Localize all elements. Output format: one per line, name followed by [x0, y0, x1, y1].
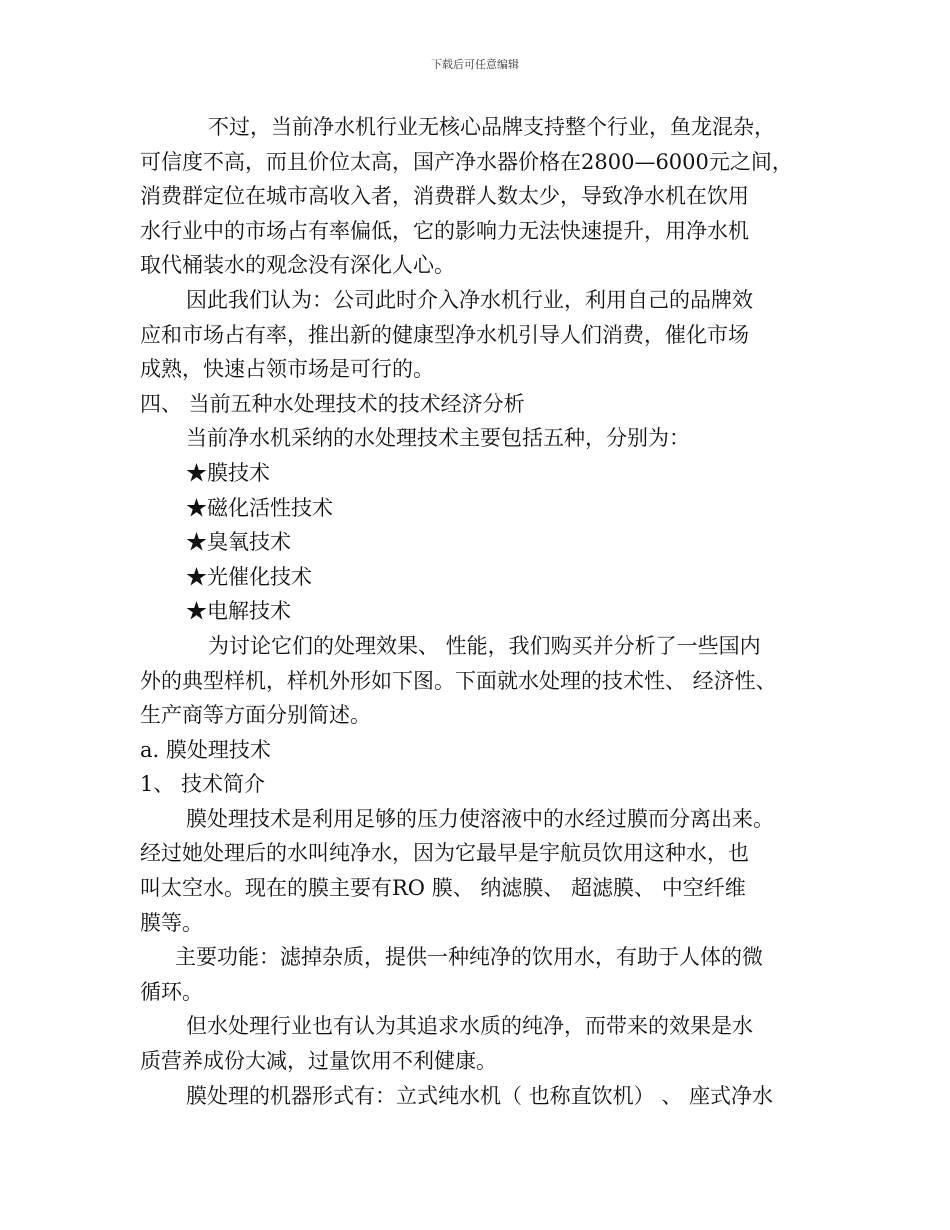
subsection-heading: a. 膜处理技术 — [140, 737, 271, 762]
paragraph-line: 外的典型样机，样机外形如下图。下面就水处理的技术性、 经济性、 — [140, 668, 777, 693]
subsection-heading: 1、 技术简介 — [140, 772, 266, 797]
paragraph-line: 循环。 — [140, 979, 203, 1004]
section-heading: 四、 当前五种水处理技术的技术经济分析 — [140, 391, 525, 416]
list-item: ★臭氧技术 — [186, 530, 291, 555]
paragraph-line: 经过她处理后的水叫纯净水，因为它最早是宇航员饮用这种水，也 — [140, 841, 749, 866]
paragraph-line: 膜处理的机器形式有：立式纯水机（ 也称直饮机） 、 座式净水 — [186, 1083, 774, 1108]
paragraph-line: 膜处理技术是利用足够的压力使溶液中的水经过膜而分离出来。 — [186, 806, 774, 831]
list-item: ★电解技术 — [186, 599, 291, 624]
list-item: ★膜技术 — [186, 460, 270, 485]
list-item: ★磁化活性技术 — [186, 495, 333, 520]
list-item: ★光催化技术 — [186, 564, 312, 589]
paragraph-line: 但水处理行业也有认为其追求水质的纯净，而带来的效果是水 — [186, 1014, 753, 1039]
paragraph-line: 消费群定位在城市高收入者，消费群人数太少，导致净水机在饮用 — [140, 184, 749, 209]
page-header: 下载后可任意编辑 — [431, 58, 519, 71]
document-body — [140, 110, 820, 1113]
paragraph-line: 取代桶装水的观念没有深化人心。 — [140, 253, 455, 278]
paragraph-line: 质营养成份大减，过量饮用不利健康。 — [140, 1049, 497, 1074]
paragraph-line: 不过，当前净水机行业无核心品牌支持整个行业，鱼龙混杂， — [208, 115, 775, 139]
paragraph-line: 水行业中的市场占有率偏低，它的影响力无法快速提升，用净水机 — [140, 218, 749, 243]
paragraph-line: 生产商等方面分别简述。 — [140, 703, 371, 728]
paragraph-line: 应和市场占有率，推出新的健康型净水机引导人们消费，催化市场 — [140, 322, 749, 347]
paragraph-line: 为讨论它们的处理效果、 性能，我们购买并分析了一些国内 — [208, 633, 761, 658]
paragraph-line: 因此我们认为：公司此时介入净水机行业，利用自己的品牌效 — [186, 287, 753, 312]
paragraph-line: 可信度不高，而且价位太高，国产净水器价格在2800—6000元之间， — [140, 149, 793, 174]
paragraph-line: 主要功能：滤掉杂质，提供一种纯净的饮用水，有助于人体的微 — [175, 945, 763, 970]
paragraph-line: 叫太空水。现在的膜主要有RO 膜、 纳滤膜、 超滤膜、 中空纤维 — [140, 876, 746, 901]
paragraph-line: 膜等。 — [140, 910, 203, 935]
paragraph-line: 当前净水机采纳的水处理技术主要包括五种，分别为： — [186, 426, 690, 451]
paragraph-line: 成熟，快速占领市场是可行的。 — [140, 357, 434, 382]
